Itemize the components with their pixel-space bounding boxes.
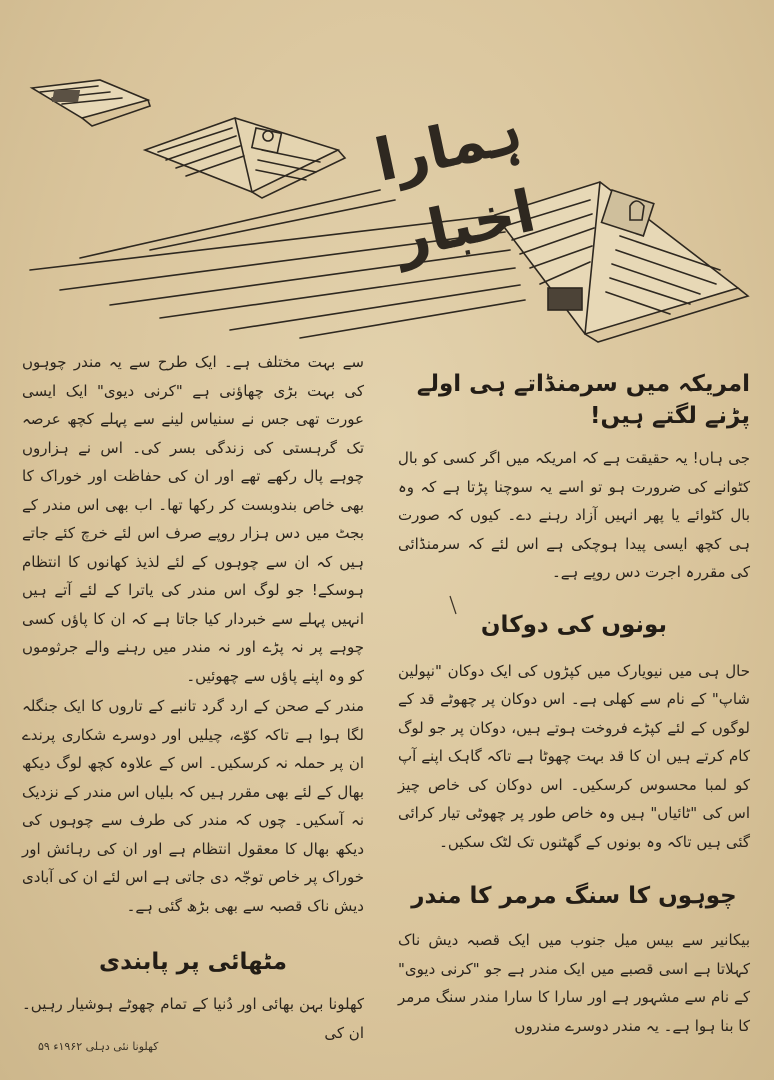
speed-line (80, 190, 380, 258)
section-body-sweets-ban: کھلونا بہن بھائی اور دُنیا کے تمام چھوٹے ہوشیار رہیں۔ ان کی (22, 995, 364, 1042)
section-body-rat-temple: بیکانیر سے بیس میل جنوب میں ایک قصبہ دیش ناک کہلاتا ہے اسی قصبے میں ایک مندر ہے جو "کرنی دیوی" کے نام سے مشہور ہے اور سارا کا سارا مندر سنگ مرمر کا بنا ہوا ہے۔ یہ مندر دوسرے مندروں (398, 931, 750, 1035)
right-column (398, 368, 750, 1040)
section-heading-rat-temple: چوہوں کا سنگ مرمر کا مندر (411, 883, 737, 909)
left-column (22, 348, 364, 1047)
section-heading-sweets-ban: مٹھائی پر پابندی (99, 949, 287, 975)
section-body-haircut: جی ہاں! یہ حقیقت ہے کہ امریکہ میں اگر کسی کو بال کٹوانے کی ضرورت ہو تو اسے یہ سوچنا پڑتا ہے کہ وہ بال کٹوائے یا پھر انہیں آزاد رہنے دے۔ کیوں کہ صورت ہی کچھ ایسی پیدا ہوچکی ہے اس لئے کہ سرمنڈائی کی مقررہ اجرت دس روپے ہے۔ (398, 449, 750, 581)
page-footer: کھلونا نئی دہلی ۱۹۶۲ء ۵۹ (38, 1040, 159, 1053)
page-title: ہمارا اخبار (369, 97, 541, 273)
section-heading-dwarf-shop: بونوں کی دوکان (480, 611, 668, 638)
pencil-mark (448, 595, 458, 615)
section-heading-haircut: امریکہ میں سرمنڈاتے ہی اولے پڑنے لگتے ہیں! (416, 371, 750, 429)
rat-temple-para-2: مندر کے صحن کے ارد گرد تانبے کے تاروں کا ایک جنگلہ لگا ہوا ہے تاکہ کوّے، چیلیں اور دوسرے شکاری پرندے ان پر حملہ نہ کرسکیں۔ اس کے علاوہ کچھ لوگ دیکھ بھال کے لئے بھی مقرر ہیں کہ بلیاں اس مندر کے نزدیک نہ آسکیں۔ چوں کہ مندر کی طرف سے چوہوں کی دیکھ بھال کا معقول انتظام ہے اور ان کی رہائش اور خوراک پر خاص توجّہ دی جاتی ہے اس لئے ان کی آبادی دیش ناک قصبہ سے بھی بڑھ گئی ہے۔ (22, 697, 364, 915)
small-newspaper-icon (32, 80, 150, 126)
section-body-dwarf-shop: حال ہی میں نیویارک میں کپڑوں کی ایک دوکان "نپولین شاپ" کے نام سے کھلی ہے۔ اس دوکان پر چھوٹے قد کے لوگوں کے لئے کپڑے فروخت ہوتے ہیں، دوکان پر جو لوگ کام کرتے ہیں ان کا قد بہت چھوٹا ہے تاکہ گاہک اپنے آپ کو لمبا محسوس کرسکیں۔ اس دوکان کی خاص چیز اس کی "ٹائیاں" ہیں وہ خاص طور پر چھوٹی تیار کرائی گئی ہیں تاکہ وہ بونوں کے گھٹنوں تک لٹک سکیں۔ (398, 661, 750, 851)
medium-newspaper-icon (145, 118, 345, 198)
rat-temple-continued: سے بہت مختلف ہے۔ ایک طرح سے یہ مندر چوہوں کی بہت بڑی چھاؤنی ہے "کرنی دیوی" ایک ایسی عورت تھی جس نے سنیاس لینے سے پہلے کچھ عرصہ تک گرہستی کی زندگی بسر کی۔ اس نے ہزاروں چوہے پال رکھے تھے اور ان کی حفاظت اور خوراک کا بھی خاص بندوبست کر رکھا تھا۔ اب بھی اس مندر کے بجٹ میں دس ہزار روپے صرف اس لئے خرچ کئے جاتے ہیں کہ ان سے چوہوں کے لئے لذیذ کھانوں کا انتظام ہوسکے! جو لوگ اس مندر کی یاترا کے لئے آتے ہیں انہیں پہلے سے خبردار کیا جاتا ہے کہ ان کا پاؤں کسی چوہے پر نہ پڑے اور نہ مندر میں رہنے والے جرثوموں کو وہ اپنے پاؤں سے چھوئیں۔ (22, 353, 364, 685)
